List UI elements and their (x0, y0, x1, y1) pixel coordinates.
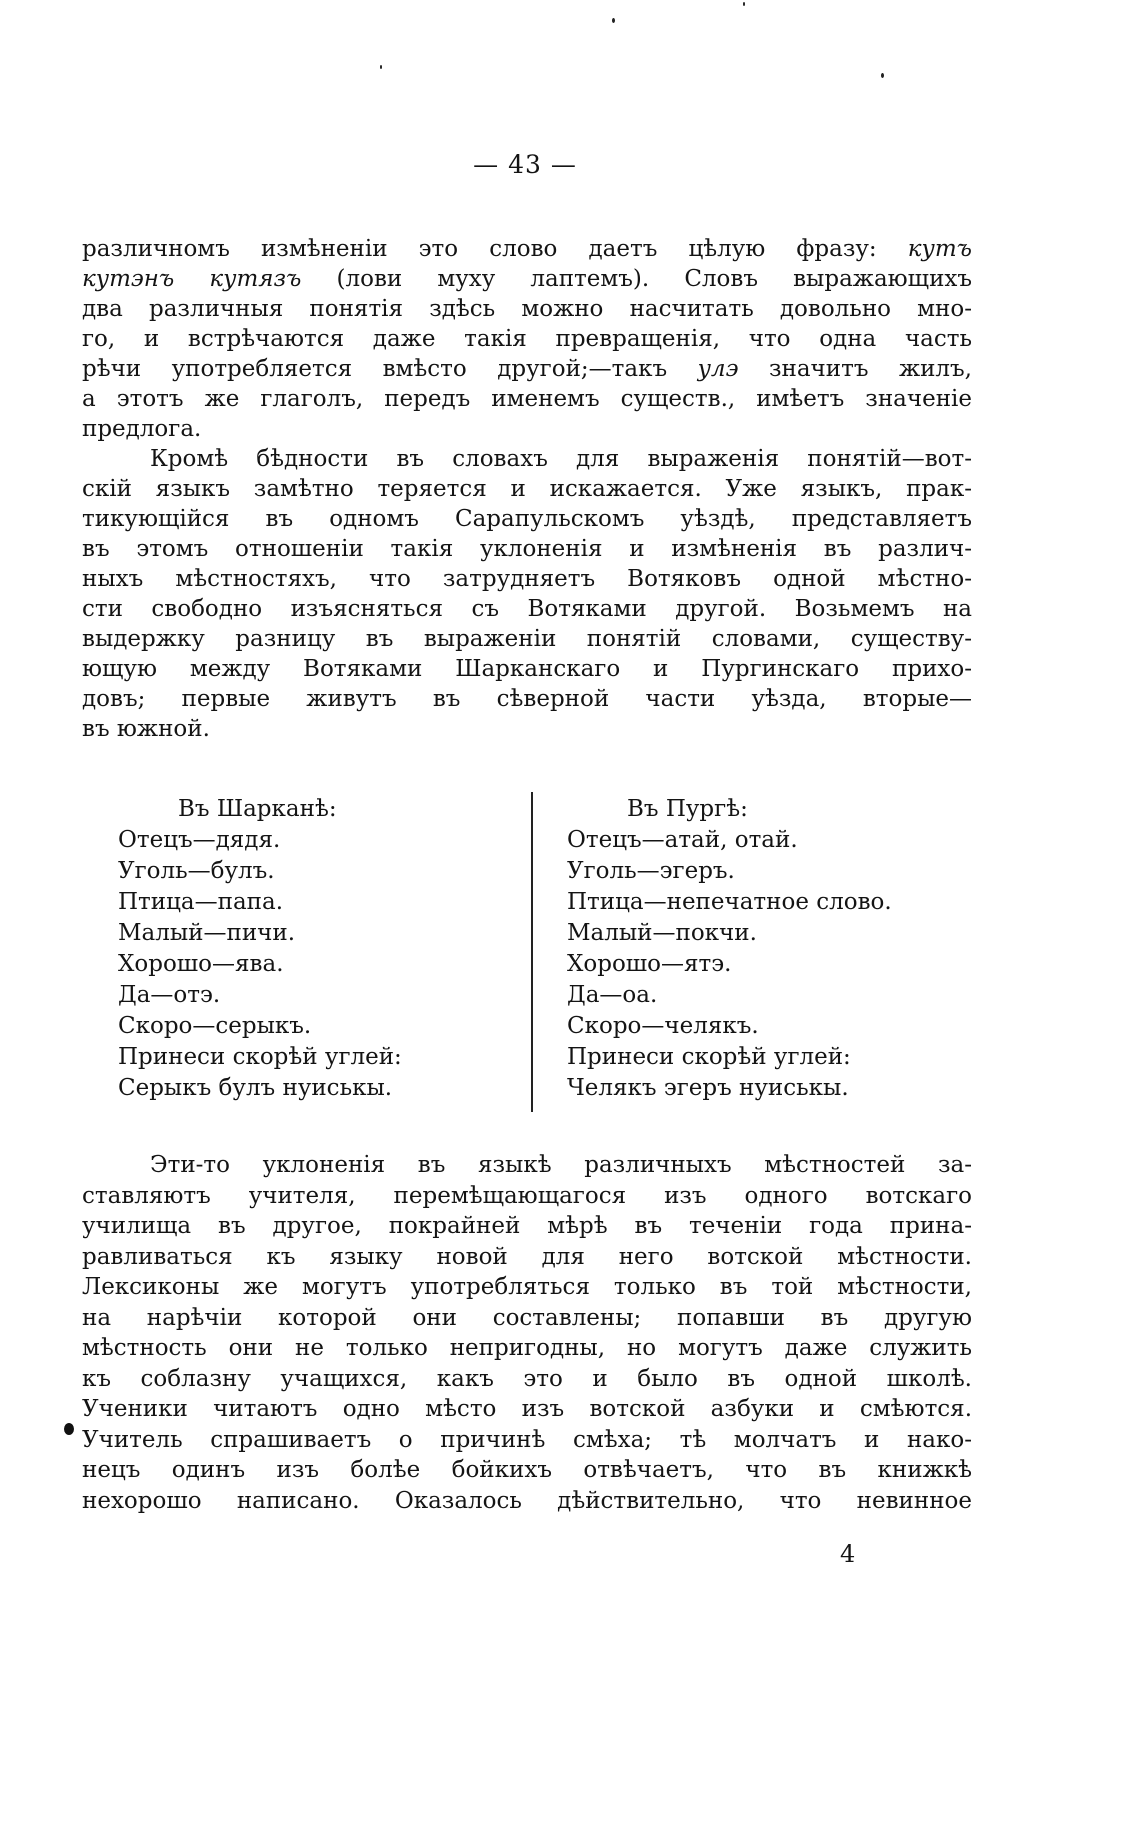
table-row: Хорошо—ява. (118, 951, 284, 977)
dialect-comparison-table (82, 792, 972, 1112)
table-row: Скоро—серыкъ. (118, 1013, 312, 1039)
text-line: мѣстность они не только непригодны, но могутъ даже служить (82, 1335, 972, 1361)
ink-blot-mark (64, 1423, 74, 1435)
column-header: Въ Пургѣ: (627, 796, 748, 822)
text-line: довъ; первые живутъ въ сѣверной части уѣзда, вторые— (82, 686, 972, 712)
text-line: равливаться къ языку новой для него вотской мѣстности. (82, 1243, 972, 1270)
text-line: ныхъ мѣстностяхъ, что затрудняетъ Вотяковъ одной мѣстно- (82, 566, 972, 592)
scan-speck (380, 65, 382, 69)
text-line: выдержку разницу въ выраженіи понятій словами, существу- (82, 626, 972, 652)
text-line: нецъ одинъ изъ болѣе бойкихъ отвѣчаетъ, что въ книжкѣ (82, 1457, 972, 1483)
text-line: къ соблазну учащихся, какъ это и было въ одной школѣ. (82, 1365, 972, 1392)
table-row: Отецъ—атай, отай. (567, 827, 798, 853)
text-line: кутэнъ кутязъ (лови муху лаптемъ). Словъ выражающихъ (82, 266, 973, 292)
italic-term: улэ (697, 356, 739, 382)
text-line: ющую между Вотяками Шарканскаго и Пургинскаго прихо- (82, 656, 972, 682)
page-number: — 43 — (473, 150, 577, 179)
text-line: на нарѣчіи которой они составлены; попавши въ другую (82, 1304, 972, 1331)
text-line: рѣчи употребляется вмѣсто другой;—такъ улэ значитъ жилъ, (82, 356, 972, 382)
table-row: Принеси скорѣй углей: (118, 1044, 402, 1070)
column-divider (531, 792, 533, 1112)
table-row: Да—отэ. (118, 982, 221, 1008)
table-row: Принеси скорѣй углей: (567, 1044, 851, 1070)
sheet-signature-number: 4 (840, 1540, 856, 1568)
table-row: Малый—покчи. (567, 920, 757, 946)
text-line: го, и встрѣчаются даже такія превращенія, что одна часть (82, 326, 972, 352)
scan-speck (612, 18, 615, 23)
text-line: сти свободно изъясняться съ Вотяками другой. Возьмемъ на (82, 596, 972, 622)
column-header: Въ Шарканѣ: (178, 796, 337, 822)
text-line: нехорошо написано. Оказалось дѣйствительно, что невинное (82, 1487, 972, 1514)
scan-speck (881, 73, 884, 78)
table-row: Малый—пичи. (118, 920, 296, 946)
text-line: Кромѣ бѣдности въ словахъ для выраженія понятій—вот- (150, 446, 972, 472)
paragraph-1 (82, 234, 972, 444)
italic-term: кутъ (907, 236, 972, 262)
text-line: тикующійся въ одномъ Сарапульскомъ уѣздѣ, представляетъ (82, 506, 972, 532)
paragraph-2 (82, 444, 972, 744)
text-line: скій языкъ замѣтно теряется и искажается. Уже языкъ, прак- (82, 476, 972, 502)
text-line: различномъ измѣненіи это слово даетъ цѣлую фразу: кутъ (82, 236, 972, 262)
table-row: Скоро—челякъ. (567, 1013, 759, 1039)
text-line: а этотъ же глаголъ, передъ именемъ существ., имѣетъ значеніе (82, 386, 972, 412)
table-row: Да—оа. (567, 982, 658, 1008)
italic-term: кутэнъ кутязъ (82, 266, 302, 292)
table-row: Челякъ эгеръ нуиськы. (567, 1075, 849, 1101)
text-line: Ученики читаютъ одно мѣсто изъ вотской азбуки и смѣются. (82, 1396, 972, 1422)
text-line: предлога. (82, 416, 202, 442)
text-line: Лексиконы же могутъ употребляться только въ той мѣстности, (82, 1274, 972, 1300)
text-line: училища въ другое, покрайней мѣрѣ въ теченіи года прина- (82, 1213, 972, 1239)
table-row: Серыкъ булъ нуиськы. (118, 1075, 393, 1101)
text-line: Учитель спрашиваетъ о причинѣ смѣха; тѣ молчатъ и нако- (82, 1426, 972, 1453)
table-row: Уголь—эгеръ. (567, 858, 735, 884)
table-row: Отецъ—дядя. (118, 827, 281, 853)
table-row: Птица—непечатное слово. (567, 889, 892, 915)
scan-speck (743, 2, 745, 6)
text-line: ставляютъ учителя, перемѣщающагося изъ одного вотскаго (82, 1182, 972, 1209)
paragraph-3 (82, 1150, 972, 1516)
table-row: Хорошо—ятэ. (567, 951, 732, 977)
text-line: въ южной. (82, 716, 210, 742)
table-row: Уголь—булъ. (118, 858, 275, 884)
table-row: Птица—папа. (118, 889, 284, 915)
text-line: два различныя понятія здѣсь можно насчитать довольно мно- (82, 296, 972, 322)
text-line: въ этомъ отношеніи такія уклоненія и измѣненія въ различ- (82, 536, 972, 562)
purga-column (567, 794, 967, 1104)
text-line: Эти-то уклоненія въ языкѣ различныхъ мѣстностей за- (150, 1152, 972, 1178)
sharkan-column (118, 794, 518, 1104)
